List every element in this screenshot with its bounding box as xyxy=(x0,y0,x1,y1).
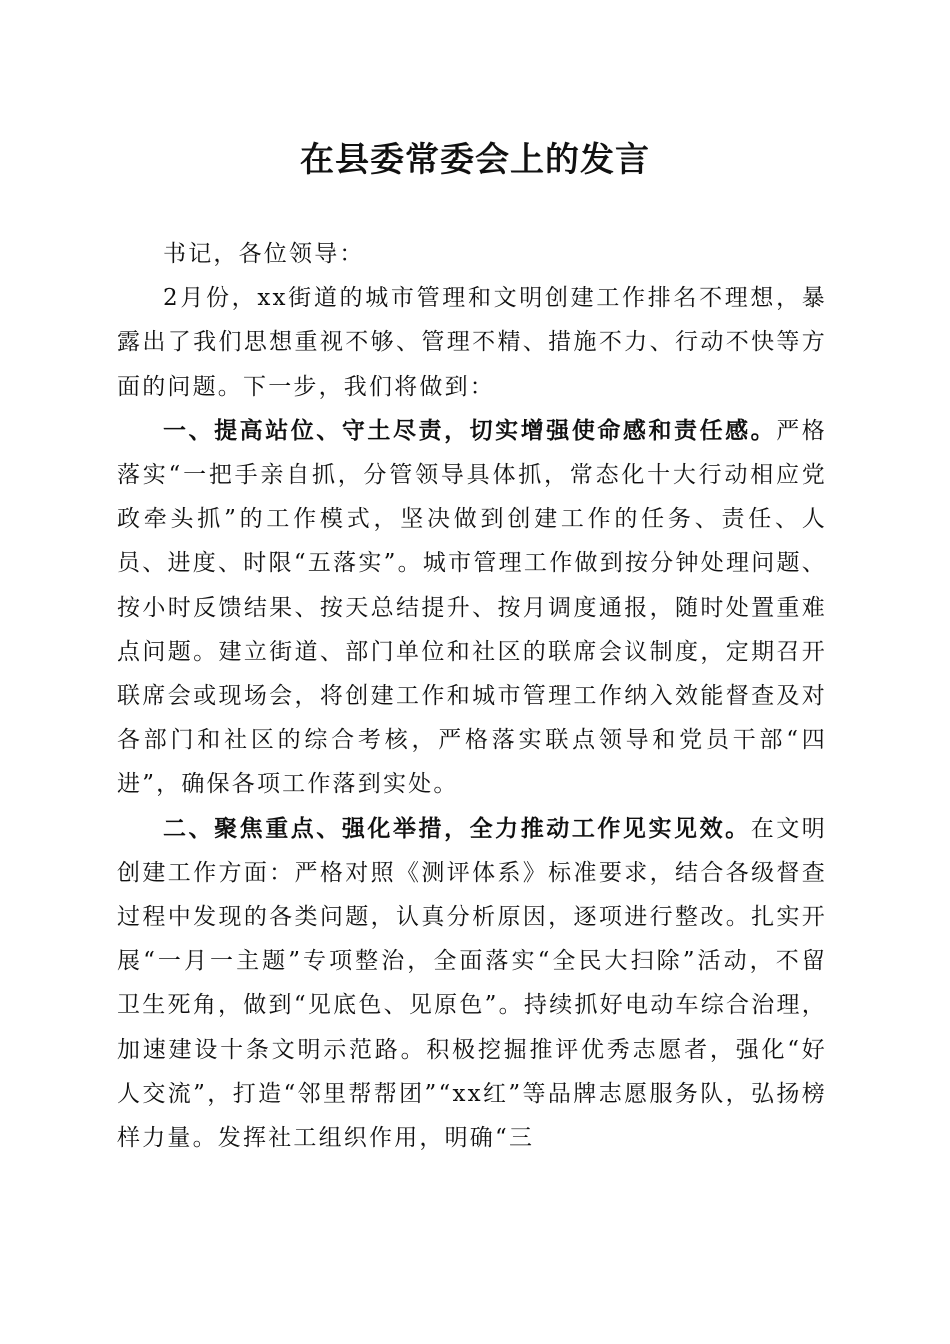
salutation-paragraph: 书记，各位领导： xyxy=(163,241,365,267)
intro-paragraph: 2月份，xx街道的城市管理和文明创建工作排名不理想，暴露出了我们思想重视不够、管理不精、措施不力、行动不快等方面的问题。下一步，我们将做到： xyxy=(117,285,827,400)
document-title: 在县委常委会上的发言 xyxy=(300,140,650,180)
section-1-heading: 一、提高站位、守土尽责，切实增强使命感和责任感。 xyxy=(163,417,777,444)
section-1-body: 严格落实“一把手亲自抓，分管领导具体抓，常态化十大行动相应党政牵头抓”的工作模式，坚决做到创建工作的任务、责任、人员、进度、时限“五落实”。城市管理工作做到按分钟处理问题、按小时反馈结果、按天总结提升、按月调度通报，随时处置重难点问题。建立街道、部门单位和社区的联席会议制度，定期召开联席会或现场会，将创建工作和城市管理工作纳入效能督查及对各部门和社区的综合考核，严格落实联点领导和党员干部“四进”，确保各项工作落到实处。 xyxy=(117,417,827,798)
section-2-body: 在文明创建工作方面：严格对照《测评体系》标准要求，结合各级督查过程中发现的各类问题，认真分析原因，逐项进行整改。扎实开展“一月一主题”专项整治，全面落实“全民大扫除”活动，不留卫生死角，做到“见底色、见原色”。持续抓好电动车综合治理，加速建设十条文明示范路。积极挖掘推评优秀志愿者，强化“好人交流”，打造“邻里帮帮团”“xx红”等品牌志愿服务队，弘扬榜样力量。发挥社工组织作用，明确“三 xyxy=(117,815,827,1152)
section-1-paragraph xyxy=(117,409,827,807)
document-body xyxy=(117,232,827,1160)
section-2-paragraph xyxy=(117,807,827,1161)
section-2-heading: 二、聚焦重点、强化举措，全力推动工作见实见效。 xyxy=(163,815,751,842)
